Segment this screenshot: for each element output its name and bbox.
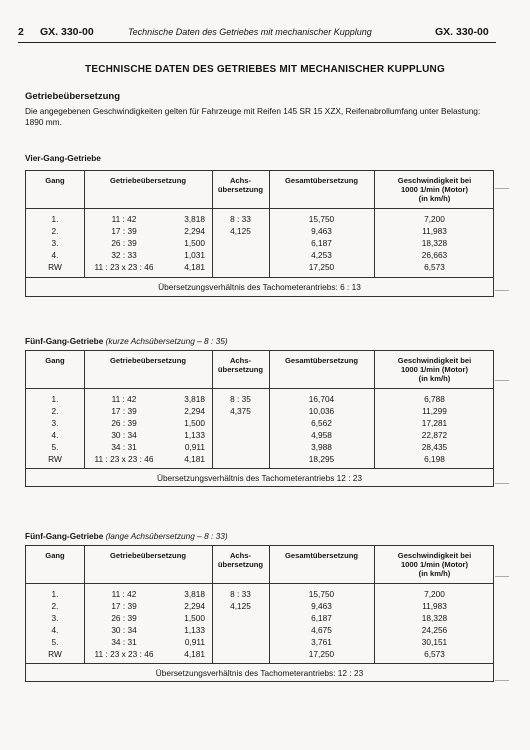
gang-cell: 5.	[51, 637, 59, 647]
teeth-cell: 26 : 39	[111, 418, 137, 428]
column-header-gang: Gang	[45, 356, 65, 365]
teeth-cell: 11 : 23 x 23 : 46	[94, 649, 154, 659]
column-header-gesamt: Gesamtübersetzung	[284, 551, 358, 560]
speed-cell: 6,198	[424, 454, 445, 464]
axle-ratio: 8 : 33	[230, 589, 251, 599]
header-line: (in km/h)	[418, 569, 451, 578]
teeth-cell: 26 : 39	[111, 613, 137, 623]
caption-title: Vier-Gang-Getriebe	[25, 153, 101, 163]
gang-cell: 4.	[51, 625, 59, 635]
speed-cell: 6,573	[424, 262, 445, 272]
total-cell: 4,253	[311, 250, 332, 260]
header-line: übersetzung	[217, 365, 264, 374]
column-header-gang: Gang	[45, 551, 65, 560]
header-line: Achs-	[229, 551, 252, 560]
teeth-cell: 11 : 42	[111, 589, 137, 599]
total-cell: 3,988	[311, 442, 332, 452]
speed-cell: 26,663	[421, 250, 448, 260]
ratio-cell: 1,031	[184, 250, 205, 260]
speed-cell: 18,328	[421, 238, 448, 248]
margin-mark	[495, 380, 509, 381]
gang-cell: 1.	[51, 394, 59, 404]
column-header-achs	[212, 551, 269, 569]
ratio-cell: 2,294	[184, 226, 205, 236]
header-divider	[26, 388, 493, 389]
ratio-cell: 3,818	[184, 214, 205, 224]
header-rule	[18, 42, 496, 43]
footer-divider	[26, 663, 493, 664]
total-cell: 6,187	[311, 613, 332, 623]
speed-cell: 28,435	[421, 442, 448, 452]
total-cell: 6,562	[311, 418, 332, 428]
column-header-speed	[374, 176, 495, 203]
gang-cell: 2.	[51, 601, 59, 611]
header-line: (in km/h)	[418, 194, 451, 203]
header-line: (in km/h)	[418, 374, 451, 383]
gang-cell: 2.	[51, 406, 59, 416]
section-intro: Die angegebenen Geschwindigkeiten gelten für Fahrzeuge mit Reifen 145 SR 15 XZX, Reifenabrollumfang unter Belastung: 1890 mm.	[25, 106, 481, 127]
header-divider	[26, 583, 493, 584]
caption-title: Fünf-Gang-Getriebe	[25, 531, 104, 541]
gear-table	[25, 350, 494, 487]
header-line: 1000 1/min (Motor)	[400, 365, 469, 374]
gang-cell: 4.	[51, 430, 59, 440]
header-line: Achs-	[229, 356, 252, 365]
total-cell: 9,463	[311, 601, 332, 611]
column-header-achs	[212, 356, 269, 374]
column-header-achs	[212, 176, 269, 194]
ratio-cell: 2,294	[184, 601, 205, 611]
teeth-cell: 17 : 39	[111, 226, 137, 236]
column-header-speed	[374, 356, 495, 383]
table-caption	[25, 153, 101, 163]
teeth-cell: 34 : 31	[111, 637, 137, 647]
gang-cell: 2.	[51, 226, 59, 236]
teeth-cell: 11 : 23 x 23 : 46	[94, 454, 154, 464]
ratio-cell: 1,500	[184, 613, 205, 623]
gang-cell: 4.	[51, 250, 59, 260]
teeth-cell: 17 : 39	[111, 601, 137, 611]
column-header-gang: Gang	[45, 176, 65, 185]
ratio-cell: 4,181	[184, 262, 205, 272]
axle-ratio: 8 : 33	[230, 214, 251, 224]
speed-cell: 6,573	[424, 649, 445, 659]
column-header-getriebe: Getriebeübersetzung	[110, 551, 186, 560]
speed-cell: 30,151	[421, 637, 448, 647]
axle-factor: 4,375	[230, 406, 251, 416]
header-subtitle: Technische Daten des Getriebes mit mechanischer Kupplung	[128, 27, 372, 37]
margin-mark	[495, 483, 509, 484]
gang-cell: RW	[48, 262, 62, 272]
table-footer: Übersetzungsverhältnis des Tachometerantriebs: 6 : 13	[158, 282, 361, 292]
margin-mark	[495, 680, 509, 681]
document-code-right: GX. 330-00	[435, 26, 489, 38]
teeth-cell: 11 : 23 x 23 : 46	[94, 262, 154, 272]
gang-cell: 3.	[51, 418, 59, 428]
axle-factor: 4,125	[230, 601, 251, 611]
table-footer: Übersetzungsverhältnis des Tachometerantriebs: 12 : 23	[155, 668, 364, 678]
page-number: 2	[18, 26, 24, 38]
total-cell: 18,295	[308, 454, 335, 464]
speed-cell: 6,788	[424, 394, 445, 404]
ratio-cell: 1,500	[184, 238, 205, 248]
total-cell: 15,750	[308, 589, 335, 599]
header-line: Geschwindigkeit bei	[397, 176, 472, 185]
axle-factor: 4,125	[230, 226, 251, 236]
ratio-cell: 1,133	[184, 430, 205, 440]
document-code-left: GX. 330-00	[40, 26, 94, 38]
margin-mark	[495, 188, 509, 189]
header-line: übersetzung	[217, 560, 264, 569]
ratio-cell: 1,500	[184, 418, 205, 428]
ratio-cell: 2,294	[184, 406, 205, 416]
header-divider	[26, 208, 493, 209]
speed-cell: 7,200	[424, 214, 445, 224]
speed-cell: 17,281	[421, 418, 448, 428]
ratio-cell: 0,911	[184, 442, 205, 452]
speed-cell: 11,983	[422, 601, 447, 611]
total-cell: 3,761	[311, 637, 332, 647]
teeth-cell: 11 : 42	[111, 394, 137, 404]
caption-note: (kurze Achsübersetzung – 8 : 35)	[105, 336, 228, 346]
column-header-getriebe: Getriebeübersetzung	[110, 176, 186, 185]
speed-cell: 18,328	[421, 613, 448, 623]
speed-cell: 11,299	[422, 406, 447, 416]
table-caption	[25, 531, 228, 541]
gear-table	[25, 170, 494, 297]
gang-cell: RW	[48, 649, 62, 659]
total-cell: 9,463	[311, 226, 332, 236]
teeth-cell: 34 : 31	[111, 442, 137, 452]
gang-cell: RW	[48, 454, 62, 464]
teeth-cell: 30 : 34	[111, 430, 137, 440]
total-cell: 6,187	[311, 238, 332, 248]
header-line: Geschwindigkeit bei	[397, 356, 472, 365]
total-cell: 10,036	[308, 406, 335, 416]
teeth-cell: 32 : 33	[111, 250, 137, 260]
total-cell: 17,250	[308, 649, 335, 659]
header-line: Geschwindigkeit bei	[397, 551, 472, 560]
header-line: 1000 1/min (Motor)	[400, 560, 469, 569]
total-cell: 16,704	[308, 394, 335, 404]
ratio-cell: 1,133	[184, 625, 205, 635]
caption-note: (lange Achsübersetzung – 8 : 33)	[105, 531, 228, 541]
gang-cell: 5.	[51, 442, 59, 452]
teeth-cell: 30 : 34	[111, 625, 137, 635]
speed-cell: 24,256	[421, 625, 448, 635]
teeth-cell: 11 : 42	[111, 214, 137, 224]
section-heading: Getriebeübersetzung	[25, 91, 121, 102]
total-cell: 4,675	[311, 625, 332, 635]
margin-mark	[495, 290, 509, 291]
speed-cell: 11,983	[422, 226, 447, 236]
gear-table	[25, 545, 494, 682]
gang-cell: 3.	[51, 238, 59, 248]
total-cell: 17,250	[308, 262, 335, 272]
page-title: TECHNISCHE DATEN DES GETRIEBES MIT MECHANISCHER KUPPLUNG	[85, 64, 445, 75]
gang-cell: 1.	[51, 589, 59, 599]
gang-cell: 3.	[51, 613, 59, 623]
speed-cell: 7,200	[424, 589, 445, 599]
total-cell: 4,958	[311, 430, 332, 440]
gang-cell: 1.	[51, 214, 59, 224]
ratio-cell: 4,181	[184, 649, 205, 659]
column-header-speed	[374, 551, 495, 578]
header-line: Achs-	[229, 176, 252, 185]
header-line: 1000 1/min (Motor)	[400, 185, 469, 194]
ratio-cell: 0,911	[184, 637, 205, 647]
table-footer: Übersetzungsverhältnis des Tachometerantriebs 12 : 23	[156, 473, 363, 483]
axle-ratio: 8 : 35	[230, 394, 251, 404]
table-caption	[25, 336, 228, 346]
teeth-cell: 26 : 39	[111, 238, 137, 248]
total-cell: 15,750	[308, 214, 335, 224]
ratio-cell: 3,818	[184, 394, 205, 404]
footer-divider	[26, 468, 493, 469]
caption-title: Fünf-Gang-Getriebe	[25, 336, 104, 346]
ratio-cell: 4,181	[184, 454, 205, 464]
ratio-cell: 3,818	[184, 589, 205, 599]
header-line: übersetzung	[217, 185, 264, 194]
footer-divider	[26, 277, 493, 278]
teeth-cell: 17 : 39	[111, 406, 137, 416]
column-header-getriebe: Getriebeübersetzung	[110, 356, 186, 365]
margin-mark	[495, 576, 509, 577]
column-header-gesamt: Gesamtübersetzung	[284, 176, 358, 185]
column-header-gesamt: Gesamtübersetzung	[284, 356, 358, 365]
speed-cell: 22,872	[421, 430, 448, 440]
